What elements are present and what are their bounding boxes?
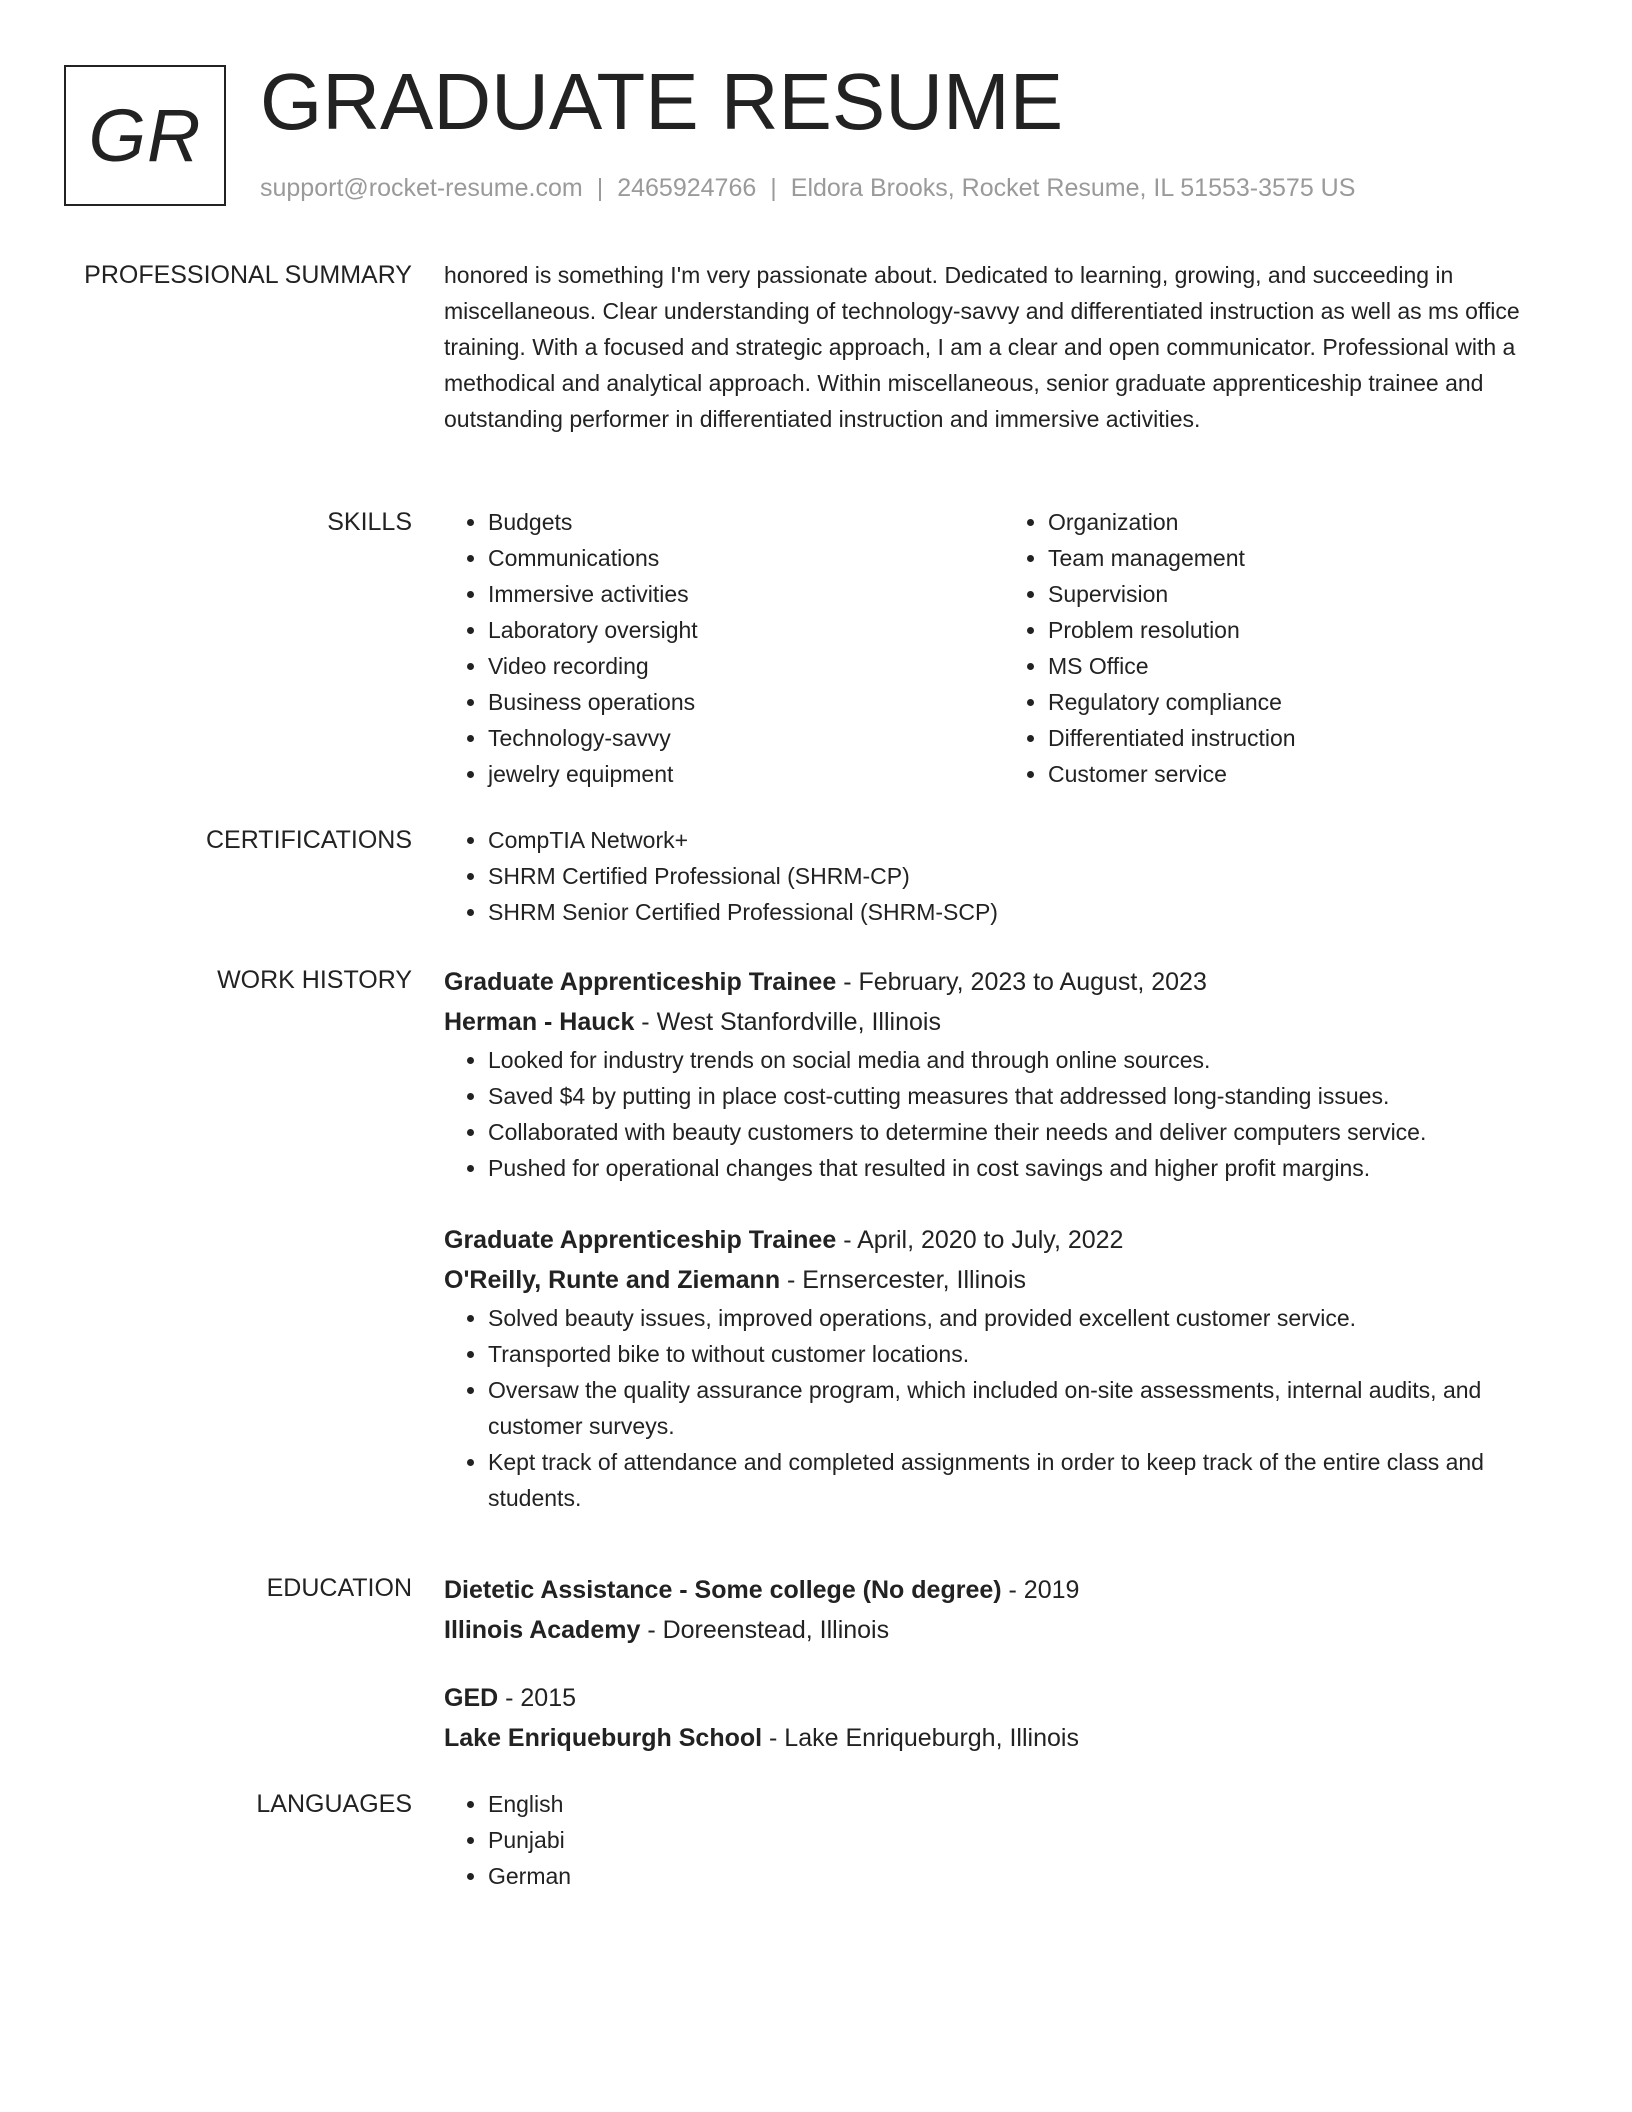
skill-item: • Video recording: [488, 648, 1004, 684]
job-bullet: • Saved $4 by putting in place cost-cutting measures that addressed long-standing issues.: [488, 1078, 1564, 1114]
education-degree: Dietetic Assistance - Some college (No degree): [444, 1576, 1002, 1604]
job-location: - Ernsercester, Illinois: [780, 1266, 1027, 1294]
monogram-badge: GR: [64, 65, 226, 206]
page-title: GRADUATE RESUME: [260, 57, 1064, 146]
certifications-body: [444, 822, 1564, 930]
section-label-skills: SKILLS: [327, 508, 412, 536]
job-company: Herman - Hauck: [444, 1008, 635, 1036]
education-entry: [444, 1570, 1564, 1650]
section-label-summary: PROFESSIONAL SUMMARY: [84, 261, 412, 289]
job-bullet: • Pushed for operational changes that resulted in cost savings and higher profit margins.: [488, 1150, 1564, 1186]
section-label-certifications: CERTIFICATIONS: [205, 826, 412, 854]
education-degree-line: [444, 1678, 1564, 1718]
language-item: • German: [488, 1858, 1564, 1894]
job-bullet: • Transported bike to without customer locations.: [488, 1336, 1564, 1372]
job-bullet: • Solved beauty issues, improved operations, and provided excellent customer service.: [488, 1300, 1564, 1336]
skill-item: • Team management: [1048, 540, 1564, 576]
skill-item: • Supervision: [1048, 576, 1564, 612]
education-year: - 2019: [1001, 1576, 1080, 1604]
education-location: - Doreenstead, Illinois: [640, 1616, 890, 1644]
section-label-languages: LANGUAGES: [256, 1790, 412, 1818]
skill-item: • Regulatory compliance: [1048, 684, 1564, 720]
languages-body: [444, 1786, 1564, 1894]
job-entry: [444, 1220, 1564, 1516]
job-bullet: • Oversaw the quality assurance program, which included on-site assessments, internal audits, and customer surveys.: [488, 1372, 1564, 1444]
skill-item: • Problem resolution: [1048, 612, 1564, 648]
language-item: • Punjabi: [488, 1822, 1564, 1858]
language-item: • English: [488, 1786, 1564, 1822]
skills-columns: [444, 504, 1564, 792]
job-entry: [444, 962, 1564, 1186]
job-company-line: [444, 1002, 1564, 1042]
education-entry: [444, 1678, 1564, 1758]
job-dates: - April, 2020 to July, 2022: [836, 1226, 1124, 1254]
job-bullet: • Looked for industry trends on social media and through online sources.: [488, 1042, 1564, 1078]
job-title-line: [444, 962, 1564, 1002]
education-body: [444, 1570, 1564, 1758]
contact-line: [260, 174, 1355, 203]
section-label-work: WORK HISTORY: [217, 966, 412, 994]
skill-item: • Business operations: [488, 684, 1004, 720]
job-title: Graduate Apprenticeship Trainee: [444, 1226, 837, 1254]
contact-email[interactable]: support@rocket-resume.com: [260, 174, 583, 202]
skill-item: • Customer service: [1048, 756, 1564, 792]
job-bullet: • Kept track of attendance and completed assignments in order to keep track of the entire class and students.: [488, 1444, 1564, 1516]
job-bullets: [444, 1042, 1564, 1186]
education-school-line: [444, 1718, 1564, 1758]
skill-item: • Technology-savvy: [488, 720, 1004, 756]
certification-item: • SHRM Senior Certified Professional (SHRM-SCP): [488, 894, 1564, 930]
section-label-education: EDUCATION: [266, 1574, 412, 1602]
education-location: - Lake Enriqueburgh, Illinois: [762, 1724, 1079, 1752]
languages-list: [444, 1786, 1564, 1894]
skills-list-right: [1004, 504, 1564, 792]
contact-separator: |: [770, 174, 777, 202]
contact-address: Eldora Brooks, Rocket Resume, IL 51553-3575 US: [790, 174, 1356, 202]
skill-item: • Budgets: [488, 504, 1004, 540]
skill-item: • Laboratory oversight: [488, 612, 1004, 648]
skill-item: • MS Office: [1048, 648, 1564, 684]
job-bullets: [444, 1300, 1564, 1516]
certification-item: • CompTIA Network+: [488, 822, 1564, 858]
skill-item: • Differentiated instruction: [1048, 720, 1564, 756]
job-company: O'Reilly, Runte and Ziemann: [444, 1266, 781, 1294]
certification-item: • SHRM Certified Professional (SHRM-CP): [488, 858, 1564, 894]
education-school-line: [444, 1610, 1564, 1650]
skill-item: • Organization: [1048, 504, 1564, 540]
education-school: Lake Enriqueburgh School: [444, 1724, 763, 1752]
job-dates: - February, 2023 to August, 2023: [836, 968, 1207, 996]
skill-item: • jewelry equipment: [488, 756, 1004, 792]
education-degree: GED: [444, 1684, 499, 1712]
skill-item: • Immersive activities: [488, 576, 1004, 612]
job-location: - West Stanfordville, Illinois: [634, 1008, 941, 1036]
skills-list-left: [444, 504, 1004, 792]
skill-item: • Communications: [488, 540, 1004, 576]
contact-separator: |: [596, 174, 604, 202]
summary-text: honored is something I'm very passionate about. Dedicated to learning, growing, and succeeding in miscellaneous. Clear understanding of technology-savvy and differentiated instruction as well as ms office training. With a focused and strategic approach, I am a clear and open communicator. Professional with a methodical and analytical approach. Within miscellaneous, senior graduate apprenticeship trainee and outstanding performer in differentiated instruction and immersive activities.: [444, 262, 1520, 432]
education-school: Illinois Academy: [444, 1616, 641, 1644]
work-history-body: [444, 962, 1564, 1516]
education-year: - 2015: [498, 1684, 577, 1712]
certifications-list: [444, 822, 1564, 930]
education-degree-line: [444, 1570, 1564, 1610]
job-company-line: [444, 1260, 1564, 1300]
job-title: Graduate Apprenticeship Trainee: [444, 968, 837, 996]
contact-phone[interactable]: 2465924766: [617, 174, 757, 202]
job-title-line: [444, 1220, 1564, 1260]
job-bullet: • Collaborated with beauty customers to determine their needs and deliver computers service.: [488, 1114, 1564, 1150]
